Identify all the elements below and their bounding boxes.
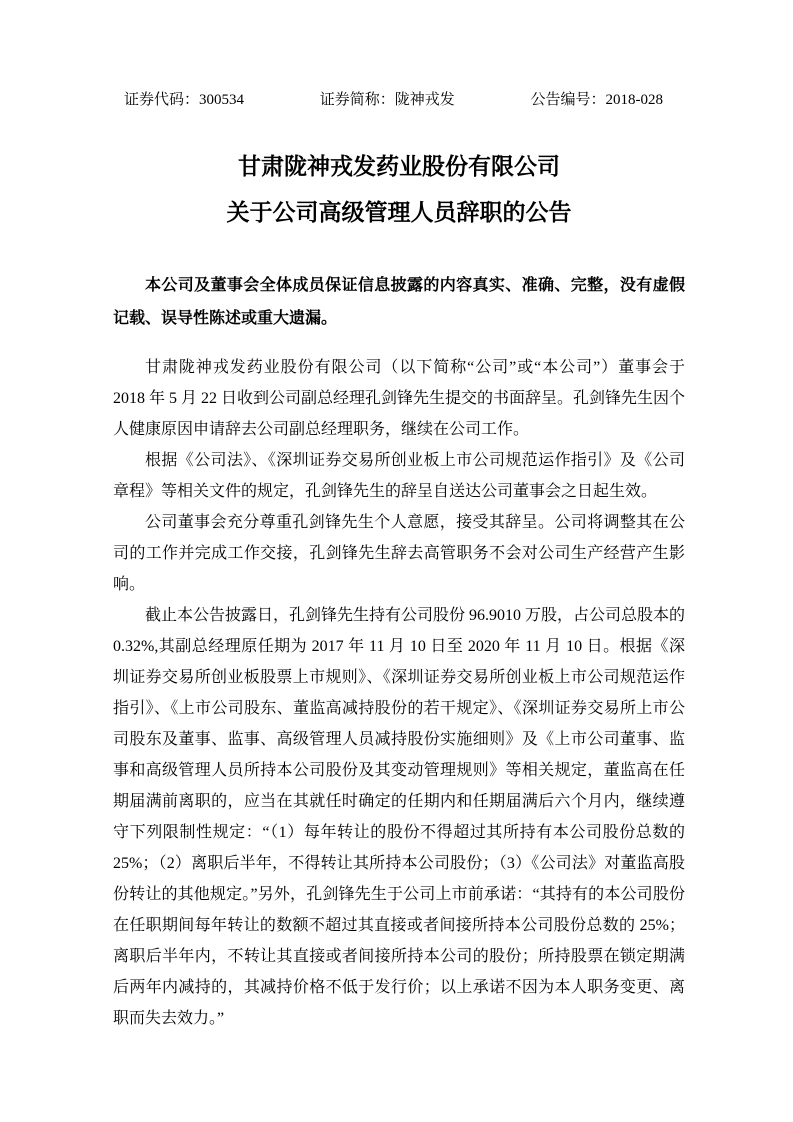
paragraph-board-acceptance: 公司董事会充分尊重孔剑锋先生个人意愿，接受其辞呈。公司将调整其在公司的工作并完成工作交接，孔剑锋先生辞去高管职务不会对公司生产经营产生影响。	[113, 514, 685, 593]
stock-name: 证券简称：陇神戎发	[319, 92, 455, 108]
paragraph-shareholding-rules: 截止本公告披露日，孔剑锋先生持有公司股份 96.9010 万股，占公司总股本的 0.32%,其副总经理原任期为 2017 年 11 月 10 日至 2020 年 11 月 10 日。根据《深圳证券交易所创业板股票上市规则》、《深圳证券交易所创业板上市公司规范运作指引》、《上市公司股东、董监高减持股份的若干规定》、《深圳证券交易所上市公司股东及董事、监事、高级管理人员减持股份实施细则》及《上市公司董事、监事和高级管理人员所持本公司股份及其变动管理规则》等相关规定，董监高在任期届满前离职的，应当在其就任时确定的任期内和任期届满后六个月内，继续遵守下列限制性规定：“（1）每年转让的股份不得超过其所持有本公司股份总数的 25%；（2）离职后半年，不得转让其所持本公司股份；（3）《公司法》对董监高股份转让的其他规定。”另外，孔剑锋先生于公司上市前承诺：“其持有的本公司股份在任职期间每年转让的数额不超过其直接或者间接所持本公司股份总数的 25%；离职后半年内，不转让其直接或者间接所持本公司的股份；所持股票在锁定期满后两年内减持的，其减持价格不低于发行价；以上承诺不因为本人职务变更、离职而失去效力。”	[113, 607, 686, 1027]
disclaimer-statement: 本公司及董事会全体成员保证信息披露的内容真实、准确、完整，没有虚假记载、误导性陈述或重大遗漏。	[113, 277, 685, 327]
paragraph-resignation-receipt: 甘肃陇神戎发药业股份有限公司（以下简称“公司”或“本公司”）董事会于 2018 年 5 月 22 日收到公司副总经理孔剑锋先生提交的书面辞呈。孔剑锋先生因个人健康原因申请辞去公司副总经理职务，继续在公司工作。	[113, 359, 686, 438]
paragraph-effective-date: 根据《公司法》、《深圳证券交易所创业板上市公司规范运作指引》及《公司章程》等相关文件的规定，孔剑锋先生的辞呈自送达公司董事会之日起生效。	[113, 452, 685, 500]
announcement-number: 公告编号：2018-028	[530, 92, 663, 108]
announcement-body	[113, 352, 685, 1034]
stock-code: 证券代码：300534	[124, 92, 245, 108]
announcement-title: 关于公司高级管理人员辞职的公告	[226, 200, 572, 225]
company-name-title: 甘肃陇神戎发药业股份有限公司	[238, 154, 560, 179]
doc-header	[113, 90, 685, 110]
